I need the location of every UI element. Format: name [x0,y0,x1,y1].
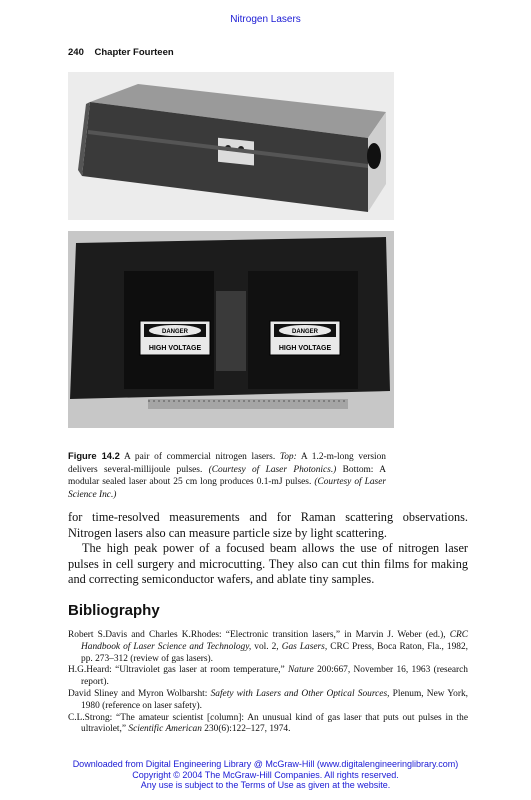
caption-part-c: Bottom: A modular sealed laser about 25 cm long produces 0.1-mJ pulses. [68,464,387,488]
body-text [68,510,468,588]
laser-modular-illustration [68,231,394,428]
caption-credit-1: (Courtesy of Laser Photonics.) [208,464,337,475]
caption-top-label: Top: [279,452,297,462]
figure-photo-bottom [68,231,394,428]
ref1-volume: vol. 2, [254,641,279,652]
bibliography-entry [68,689,468,713]
laser-long-illustration [68,72,394,220]
footer-terms-link[interactable]: Any use is subject to the Terms of Use as given at the website. [140,780,391,791]
footer-notice [0,759,531,791]
ref1-volume-title: Gas Lasers, [281,641,328,652]
ref4-journal: Scientific American [128,724,202,735]
caption-part-a: A pair of commercial nitrogen lasers. [123,452,276,462]
ref1-book-title: CRC Handbook of Laser Science and Technology, [81,630,468,652]
bibliography-list [68,630,468,736]
bibliography-heading: Bibliography [68,602,160,619]
ref2-details: 200:667, November 16, 1963 (research report). [81,665,468,688]
danger-sign-left [140,321,210,355]
ref4-authors: C.L.Strong: “The amateur scientist [column]: An unusual kind of gas laser that puts out pulses in the ultraviolet,” [68,712,468,735]
ref3-title: Safety with Lasers and Other Optical Sources, [210,688,390,699]
running-header: Nitrogen Lasers [230,14,301,25]
danger-sign-right [270,321,340,355]
ref4-details: 230(6):122–127, 1974. [204,724,291,735]
ref3-authors: David Sliney and Myron Wolbarsht: [68,688,208,699]
ref2-authors: H.G.Heard: “Ultraviolet gas laser at room temperature,” [68,665,285,676]
figure-label: Figure 14.2 [68,450,120,461]
ref2-journal: Nature [288,665,314,676]
ref3-publisher: Plenum, New York, 1980 (reference on laser safety). [81,688,469,711]
bibliography-entry [68,713,468,737]
chapter-title: Chapter Fourteen [94,47,174,58]
bibliography-entry [68,665,468,689]
ref1-publisher: CRC Press, Boca Raton, Fla., 1982, pp. 273–312 (review of gas lasers). [81,641,468,664]
body-paragraph-2: The high peak power of a focused beam allows the use of nitrogen laser pulses in cell surgery and microcutting. They also can cut thin films for making and correcting semiconductor wafers, and ablate tiny samples. [68,541,468,587]
high-voltage-text-left: HIGH VOLTAGE [148,345,202,352]
high-voltage-text-right: HIGH VOLTAGE [278,345,332,352]
danger-text-left: DANGER [161,329,189,335]
figure-photo-top [68,72,394,220]
body-paragraph-1: for time-resolved measurements and for Raman scattering observations. Nitrogen lasers also can measure particle size by light scattering. [68,510,468,540]
ref1-authors: Robert S.Davis and Charles K.Rhodes: “Electronic transition lasers,” in Marvin J. Weber (ed.), [68,630,446,640]
footer-download-link[interactable]: Downloaded from Digital Engineering Library @ McGraw-Hill (www.digitalengineeringlibrary.com) [72,759,459,769]
caption-part-b: A 1.2-m-long version delivers several-millijoule pulses. [68,452,386,475]
danger-text-right: DANGER [291,329,319,335]
page-number: 240 [68,47,84,58]
caption-credit-2: (Courtesy of Laser Science Inc.) [68,477,387,500]
footer-copyright: Copyright © 2004 The McGraw-Hill Companies. All rights reserved. [132,769,399,780]
page-heading [68,47,174,58]
figure-caption [68,450,386,501]
bibliography-entry [68,630,468,665]
